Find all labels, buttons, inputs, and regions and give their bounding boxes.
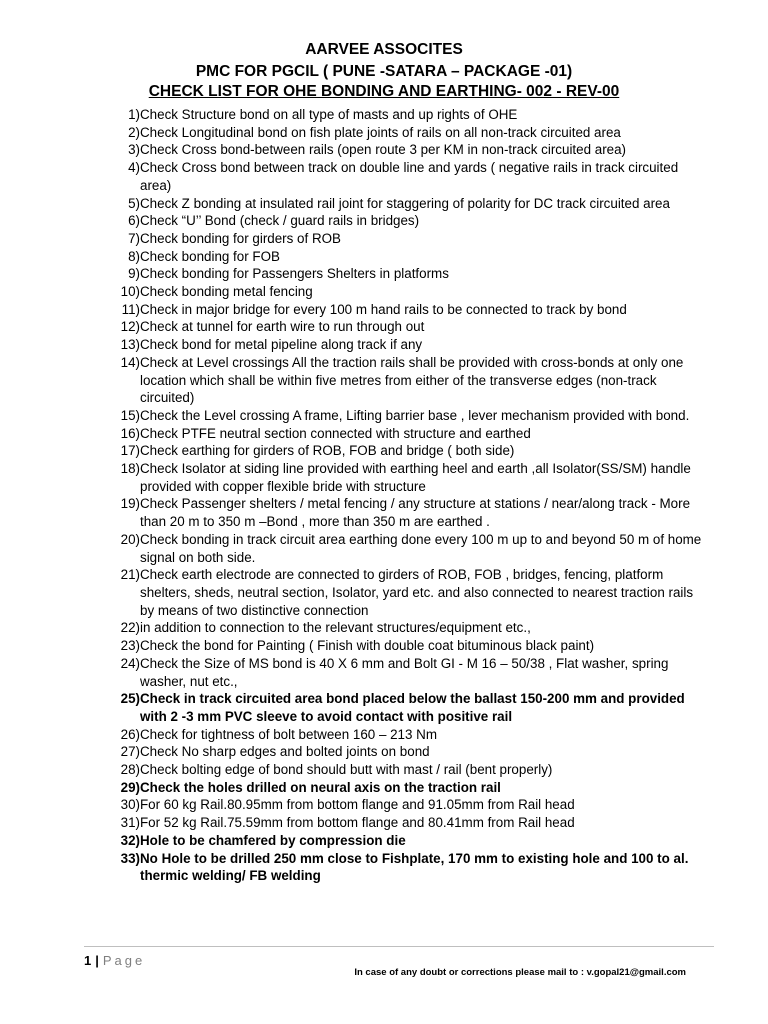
item-text: Check in major bridge for every 100 m hand rails to be connected to track by bond — [140, 301, 627, 317]
item-number: 12) — [120, 319, 140, 335]
item-number: 2) — [128, 124, 140, 140]
item-number: 28) — [120, 762, 140, 778]
checklist-item — [104, 619, 704, 637]
checklist-item — [104, 159, 704, 194]
page-number-value: 1 — [84, 953, 92, 968]
item-text: Check bolting edge of bond should butt with mast / rail (bent properly) — [140, 762, 553, 778]
item-number: 17) — [120, 443, 140, 459]
checklist-item — [104, 796, 704, 814]
item-text: Check earthing for girders of ROB, FOB and bridge ( both side) — [140, 443, 515, 459]
item-number: 19) — [120, 496, 140, 512]
checklist-item — [104, 566, 704, 619]
item-text: Check bonding for FOB — [140, 248, 280, 264]
item-text: Check bonding metal fencing — [140, 284, 313, 300]
item-number: 4) — [128, 160, 140, 176]
item-text: Check earth electrode are connected to girders of ROB, FOB , bridges, fencing, platform shelters, sheds, neutral section, Isolator, yard etc. and also connected to nearest traction rails by means of two distinctive connection — [140, 567, 694, 618]
item-number: 9) — [128, 266, 140, 282]
item-number: 18) — [120, 461, 140, 477]
company-name: AARVEE ASSOCITES — [305, 41, 463, 58]
item-number: 26) — [120, 726, 140, 742]
item-number: 13) — [120, 337, 140, 353]
item-text: Check Structure bond on all type of masts and up rights of OHE — [140, 107, 518, 122]
item-number: 14) — [120, 354, 140, 370]
item-text: For 60 kg Rail.80.95mm from bottom flange and 91.05mm from Rail head — [140, 797, 575, 813]
checklist-item — [104, 743, 704, 761]
item-number: 3) — [128, 142, 140, 158]
item-number: 24) — [120, 655, 140, 671]
item-text: Check Cross bond-between rails (open route 3 per KM in non-track circuited area) — [140, 142, 627, 158]
page-label: Page — [102, 953, 146, 968]
page-number — [84, 953, 145, 968]
item-text: No Hole to be drilled 250 mm close to Fishplate, 170 mm to existing hole and 100 to al. thermic welding/ FB welding — [140, 850, 689, 884]
checklist-item — [104, 637, 704, 655]
item-number: 5) — [128, 195, 140, 211]
item-text: Check bonding in track circuit area earthing done every 100 m up to and beyond 50 m of home signal on both side. — [140, 531, 702, 565]
item-number: 33) — [120, 850, 140, 866]
checklist-item — [104, 248, 704, 266]
item-number: 27) — [120, 744, 140, 760]
item-text: Check the holes drilled on neural axis on the traction rail — [140, 779, 501, 795]
checklist-item — [104, 407, 704, 425]
footer-note: In case of any doubt or corrections please mail to : v.gopal21@gmail.com — [354, 967, 686, 978]
checklist-item — [104, 212, 704, 230]
item-text: Check No sharp edges and bolted joints on bond — [140, 744, 430, 760]
item-text: in addition to connection to the relevant structures/equipment etc., — [140, 620, 531, 636]
item-text: Check at tunnel for earth wire to run through out — [140, 319, 425, 335]
item-text: Check bonding for Passengers Shelters in platforms — [140, 266, 449, 282]
checklist-item — [104, 531, 704, 566]
item-number: 20) — [120, 531, 140, 547]
checklist-item — [104, 336, 704, 354]
checklist-item — [104, 761, 704, 779]
item-number: 29) — [120, 779, 140, 795]
footer-divider — [84, 946, 714, 947]
item-number: 15) — [120, 407, 140, 423]
checklist-title: CHECK LIST FOR OHE BONDING AND EARTHING- 002 - REV-00 — [148, 83, 620, 100]
checklist-item — [104, 230, 704, 248]
item-number: 25) — [120, 691, 140, 707]
checklist-item — [104, 124, 704, 142]
checklist-item — [104, 779, 704, 797]
checklist-item — [104, 301, 704, 319]
item-number: 7) — [128, 230, 140, 246]
checklist-item — [104, 265, 704, 283]
document-header — [0, 40, 768, 102]
item-text: Check the bond for Painting ( Finish with double coat bituminous black paint) — [140, 638, 595, 654]
checklist-item — [104, 354, 704, 407]
checklist-item — [104, 425, 704, 443]
checklist-item — [104, 442, 704, 460]
item-text: Check Longitudinal bond on fish plate joints of rails on all non-track circuited area — [140, 124, 621, 140]
item-text: Check Passenger shelters / metal fencing / any structure at stations / near/along track - More than 20 m to 350 m –Bond , more than 350 m are earthed . — [140, 496, 691, 530]
item-text: Check the Size of MS bond is 40 X 6 mm and Bolt GI - M 16 – 50/38 , Flat washer, spring washer, nut etc., — [140, 655, 669, 689]
checklist-item — [104, 850, 704, 885]
item-text: Check PTFE neutral section connected with structure and earthed — [140, 425, 531, 441]
checklist-item — [104, 690, 704, 725]
project-name: PMC FOR PGCIL ( PUNE -SATARA – PACKAGE -01) — [195, 63, 573, 80]
checklist-item — [104, 141, 704, 159]
item-number: 8) — [128, 248, 140, 264]
item-text: Check the Level crossing A frame, Lifting barrier base , lever mechanism provided with bond. — [140, 407, 690, 423]
item-text: Check bonding for girders of ROB — [140, 230, 341, 246]
item-number: 31) — [120, 815, 140, 831]
page-separator: | — [95, 953, 99, 968]
item-text: Check Isolator at siding line provided with earthing heel and earth ,all Isolator(SS/SM) handle provided with copper flexible bride with structure — [140, 461, 691, 494]
checklist — [104, 106, 704, 885]
checklist-item — [104, 655, 704, 690]
item-text: Check bond for metal pipeline along track if any — [140, 337, 423, 353]
item-number: 1) — [128, 107, 140, 122]
item-number: 6) — [128, 213, 140, 229]
item-text: Check for tightness of bolt between 160 – 213 Nm — [140, 726, 438, 742]
item-text: For 52 kg Rail.75.59mm from bottom flange and 80.41mm from Rail head — [140, 815, 575, 831]
item-text: Check at Level crossings All the traction rails shall be provided with cross-bonds at only one location which shall be within five metres from either of the transverse edges (non-track circuited) — [140, 354, 684, 406]
item-number: 16) — [120, 425, 140, 441]
checklist-item — [104, 460, 704, 495]
item-text: Check in track circuited area bond placed below the ballast 150-200 mm and provided with 2 -3 mm PVC sleeve to avoid contact with positive rail — [140, 691, 685, 724]
item-number: 30) — [120, 797, 140, 813]
item-text: Check Cross bond between track on double line and yards ( negative rails in track circuited area) — [140, 160, 679, 193]
checklist-item — [104, 195, 704, 213]
item-number: 21) — [120, 567, 140, 583]
checklist-item — [104, 283, 704, 301]
item-number: 22) — [120, 620, 140, 636]
checklist-item — [104, 832, 704, 850]
checklist-item — [104, 106, 704, 124]
item-text: Hole to be chamfered by compression die — [140, 832, 406, 848]
item-text: Check “U’’ Bond (check / guard rails in bridges) — [140, 213, 420, 229]
checklist-item — [104, 318, 704, 336]
checklist-item — [104, 495, 704, 530]
item-number: 11) — [121, 301, 140, 317]
item-text: Check Z bonding at insulated rail joint for staggering of polarity for DC track circuited area — [140, 195, 670, 211]
item-number: 32) — [120, 832, 140, 848]
item-number: 23) — [120, 638, 140, 654]
checklist-item — [104, 726, 704, 744]
checklist-item — [104, 814, 704, 832]
item-number: 10) — [120, 284, 140, 300]
